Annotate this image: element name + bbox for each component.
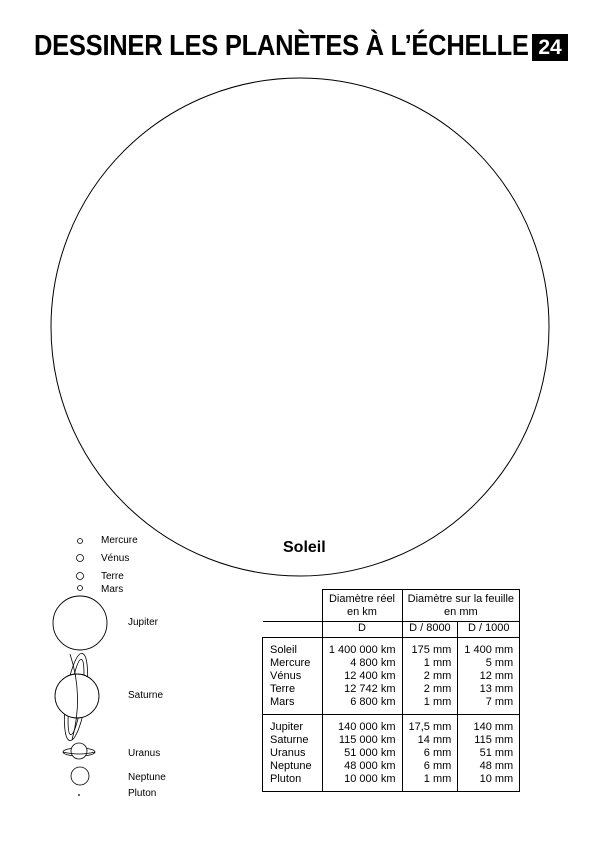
group2-names (263, 715, 323, 792)
mars-circle (78, 586, 83, 591)
cell-km: 12 742 km (344, 683, 396, 695)
cell-d8000: 1 mm (423, 773, 452, 785)
sun-circle (51, 78, 549, 576)
subheader-d1000: D / 1000 (458, 622, 520, 638)
cell-name: Soleil (270, 644, 297, 656)
cell-d1000: 12 mm (479, 670, 514, 682)
cell-name: Mars (270, 696, 295, 708)
label-neptune: Neptune (128, 772, 166, 783)
label-uranus: Uranus (128, 748, 161, 759)
group1-d1000 (458, 638, 520, 715)
sun-label: Soleil (283, 539, 326, 556)
cell-km: 10 000 km (344, 773, 396, 785)
cell-name: Saturne (270, 734, 309, 746)
group2-d1000 (458, 715, 520, 792)
venus-circle (77, 555, 84, 562)
cell-d1000: 10 mm (479, 773, 514, 785)
cell-name: Neptune (270, 760, 312, 772)
cell-d1000: 7 mm (485, 696, 514, 708)
page-title: DESSINER LES PLANÈTES À L’ÉCHELLE (34, 30, 529, 62)
cell-name: Vénus (270, 670, 302, 682)
label-jupiter: Jupiter (128, 617, 159, 628)
group1-names (263, 638, 323, 715)
neptune-circle (71, 767, 89, 785)
group1-km (322, 638, 402, 715)
cell-name: Jupiter (270, 721, 304, 733)
cell-km: 48 000 km (344, 760, 396, 772)
cell-km: 6 800 km (350, 696, 396, 708)
cell-km: 4 800 km (350, 657, 396, 669)
jupiter-circle (53, 596, 107, 650)
cell-km: 12 400 km (344, 670, 396, 682)
table-group-inner-planets (263, 638, 520, 715)
cell-km: 140 000 km (338, 721, 396, 733)
cell-d8000: 2 mm (423, 683, 452, 695)
cell-d1000: 51 mm (479, 747, 514, 759)
cell-d8000: 175 mm (411, 644, 452, 656)
cell-d8000: 14 mm (417, 734, 452, 746)
cell-name: Uranus (270, 747, 306, 759)
cell-km: 51 000 km (344, 747, 396, 759)
cell-d1000: 5 mm (485, 657, 514, 669)
mercure-circle (78, 539, 83, 544)
label-venus: Vénus (101, 553, 130, 564)
pluton-dot (78, 794, 80, 796)
header-diametre-reel: Diamètre réel en km (322, 590, 402, 622)
table-group-outer-planets (263, 715, 520, 792)
cell-d8000: 6 mm (423, 760, 452, 772)
group2-d8000 (402, 715, 458, 792)
terre-circle (77, 573, 84, 580)
cell-d1000: 115 mm (474, 734, 514, 746)
cell-d1000: 13 mm (479, 683, 514, 695)
cell-name: Pluton (270, 773, 302, 785)
diameter-table (262, 589, 520, 792)
header-diametre-feuille: Diamètre sur la feuille en mm (402, 590, 520, 622)
page-number-badge: 24 (532, 34, 568, 61)
label-pluton: Pluton (128, 788, 157, 799)
label-saturne: Saturne (128, 690, 164, 701)
subheader-d: D (322, 622, 402, 638)
group1-d8000 (402, 638, 458, 715)
label-mercure: Mercure (101, 535, 138, 546)
cell-d8000: 17,5 mm (408, 721, 452, 733)
cell-d8000: 1 mm (423, 696, 452, 708)
cell-name: Terre (270, 683, 296, 695)
saturne-shape (55, 652, 99, 742)
uranus-shape (63, 743, 95, 759)
label-terre: Terre (101, 571, 124, 582)
cell-name: Mercure (270, 657, 311, 669)
cell-d1000: 140 mm (473, 721, 514, 733)
cell-km: 115 000 km (338, 734, 396, 746)
cell-km: 1 400 000 km (328, 644, 396, 656)
label-mars: Mars (101, 584, 124, 595)
group2-km (322, 715, 402, 792)
cell-d8000: 2 mm (423, 670, 452, 682)
cell-d1000: 48 mm (479, 760, 514, 772)
cell-d1000: 1 400 mm (464, 644, 514, 656)
cell-d8000: 6 mm (423, 747, 452, 759)
subheader-d8000: D / 8000 (402, 622, 458, 638)
cell-d8000: 1 mm (423, 657, 452, 669)
